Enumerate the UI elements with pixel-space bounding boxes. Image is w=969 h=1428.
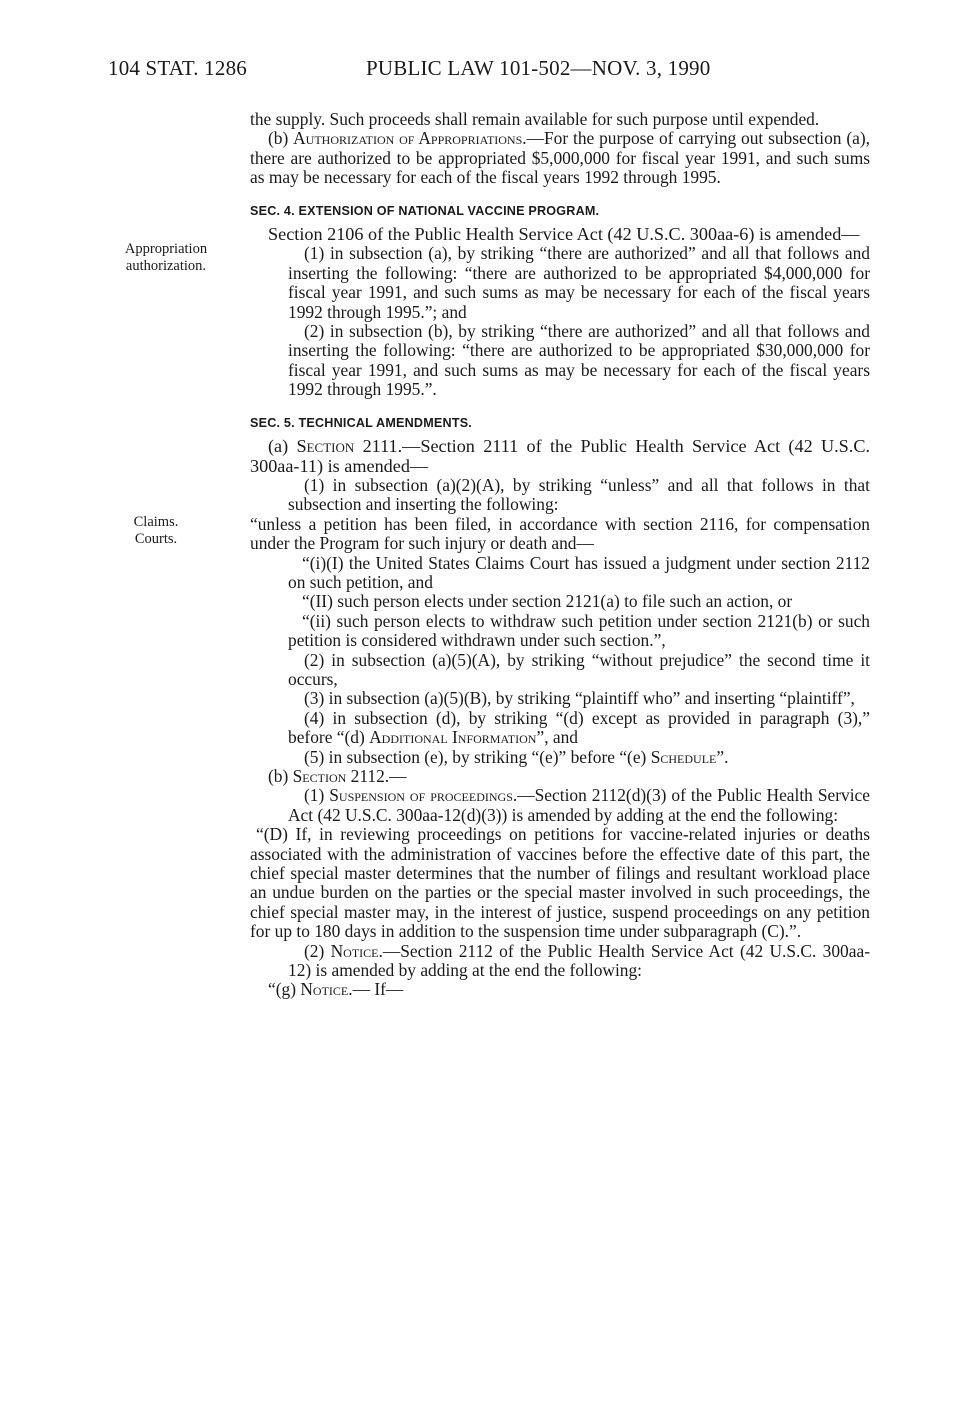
section-5-b-item-1 (288, 786, 870, 825)
item-heading: Schedule (650, 746, 717, 767)
section-4-item-1: (1) in subsection (a), by striking “there are authorized” and all that follows and inserting the following: “there are authorized to be appropriated $4,000,000 for fiscal year 1991, and such sums as may be necessary for each of the fiscal years 1992 through 1995.”; and (288, 243, 870, 322)
margin-note-line: Claims. (133, 514, 179, 530)
section-5-a-item-1: (1) in subsection (a)(2)(A), by striking “unless” and all that follows in that subsection and inserting the following: (288, 474, 870, 515)
paragraph-authorization (250, 129, 870, 187)
page-stat-header: 104 STAT. 1286 (108, 56, 247, 80)
section-4-item-2: (2) in subsection (b), by striking “there are authorized” and all that follows and inserting the following: “there are authorized to be appropriated $30,000,000 for fiscal year 1991, and such sums as may be necessary for each of the fiscal years 1992 through 1995.”. (288, 321, 870, 400)
item-text: (4) in subsection (d), by striking “(d) except as provided in paragraph (3),” before “(d) (288, 707, 870, 748)
section-4-title: SEC. 4. EXTENSION OF NATIONAL VACCINE PROGRAM. (250, 203, 600, 218)
section-5-a-item-4 (288, 709, 870, 748)
item-heading: Additional Information (369, 727, 537, 748)
public-law-header: PUBLIC LAW 101-502—NOV. 3, 1990 (366, 56, 711, 80)
section-5-a-quote: “unless a petition has been filed, in accordance with section 2116, for compensation under the Program for such injury or death and— (250, 513, 870, 554)
item-text: ”. (716, 746, 729, 767)
section-5-subsection-a (250, 437, 870, 476)
quote-heading: Notice. (300, 979, 353, 1000)
margin-note-line: authorization. (125, 258, 207, 274)
subsection-marker: (a) (268, 436, 297, 457)
section-5-a-quote-item: “(II) such person elects under section 2121(a) to file such an action, or (302, 591, 793, 612)
section-5-a-quote-item: “(ii) such person elects to withdraw such petition under section 2121(b) or such petition is considered withdrawn under such section.”, (288, 610, 870, 651)
section-5-title: SEC. 5. TECHNICAL AMENDMENTS. (250, 415, 473, 430)
margin-note-appropriation (106, 241, 226, 275)
subsection-marker: (b) (268, 766, 293, 786)
item-heading: Notice. (330, 940, 383, 961)
subsection-heading: Section (292, 766, 347, 786)
item-text: ”, and (536, 727, 578, 748)
item-text: (5) in subsection (e), by striking “(e)” before “(e) (304, 746, 651, 767)
section-5-a-item-3: (3) in subsection (a)(5)(B), by striking “plaintiff who” and inserting “plaintiff”, (304, 688, 855, 709)
section-5-a-quote-item: “(i)(I) the United States Claims Court has issued a judgment under section 2112 on such petition, and (288, 552, 870, 592)
subsection-marker: (b) (268, 128, 294, 149)
item-heading: Suspension of proceedings. (329, 785, 518, 806)
subsection-text: —For the purpose of carrying out subsection (a), there are authorized to be appropriated $5,000,000 for fiscal year 1991, and such sums as may be necessary for each of the fiscal years 1992 through 1995. (250, 128, 870, 188)
section-5-a-item-5 (288, 748, 870, 767)
section-5-b-item-2 (288, 942, 870, 981)
margin-note-claims (96, 514, 216, 548)
item-text: —Section 2112(d)(3) of the Public Health Service Act (42 U.S.C. 300aa-12(d)(3)) is amended by adding at the end the following: (288, 785, 870, 825)
section-5-b-quote: “(D) If, in reviewing proceedings on petitions for vaccine-related injuries or deaths associated with the administration of vaccines before the effective date of this part, the chief special master determines that the number of filings and resultant workload place an undue burden on the parties or the special master involved in such proceedings, the chief special master may, in the interest of justice, suspend proceedings on any petition for up to 180 days in addition to the suspension time under subparagraph (C).”. (250, 824, 870, 942)
item-text: —Section 2112 of the Public Health Service Act (42 U.S.C. 300aa-12) is amended by adding at the end the following: (288, 940, 870, 981)
margin-note-line: Courts. (134, 531, 178, 547)
section-4-intro: Section 2106 of the Public Health Service Act (42 U.S.C. 300aa-6) is amended— (268, 224, 860, 245)
section-5-a-item-2: (2) in subsection (a)(5)(A), by striking “without prejudice” the second time it occurs, (288, 649, 870, 689)
subsection-text: 2111.—Section 2111 of the Public Health Service Act (42 U.S.C. 300aa-11) is amended— (250, 436, 871, 476)
section-5-b-notice-quote (250, 980, 870, 999)
section-5-subsection-b (250, 767, 870, 786)
quote-text: “(g) (268, 979, 301, 1000)
item-marker: (1) (304, 785, 330, 806)
body-text (250, 110, 870, 1000)
paragraph-supply: the supply. Such proceeds shall remain available for such purpose until expended. (250, 109, 820, 129)
item-marker: (2) (304, 940, 331, 961)
subsection-heading: Section (296, 436, 355, 457)
quote-text: — If— (352, 979, 404, 1000)
subsection-text: 2112.— (346, 766, 407, 786)
subsection-heading: Authorization of Appropriations. (293, 128, 527, 149)
margin-note-line: Appropriation (124, 241, 208, 257)
